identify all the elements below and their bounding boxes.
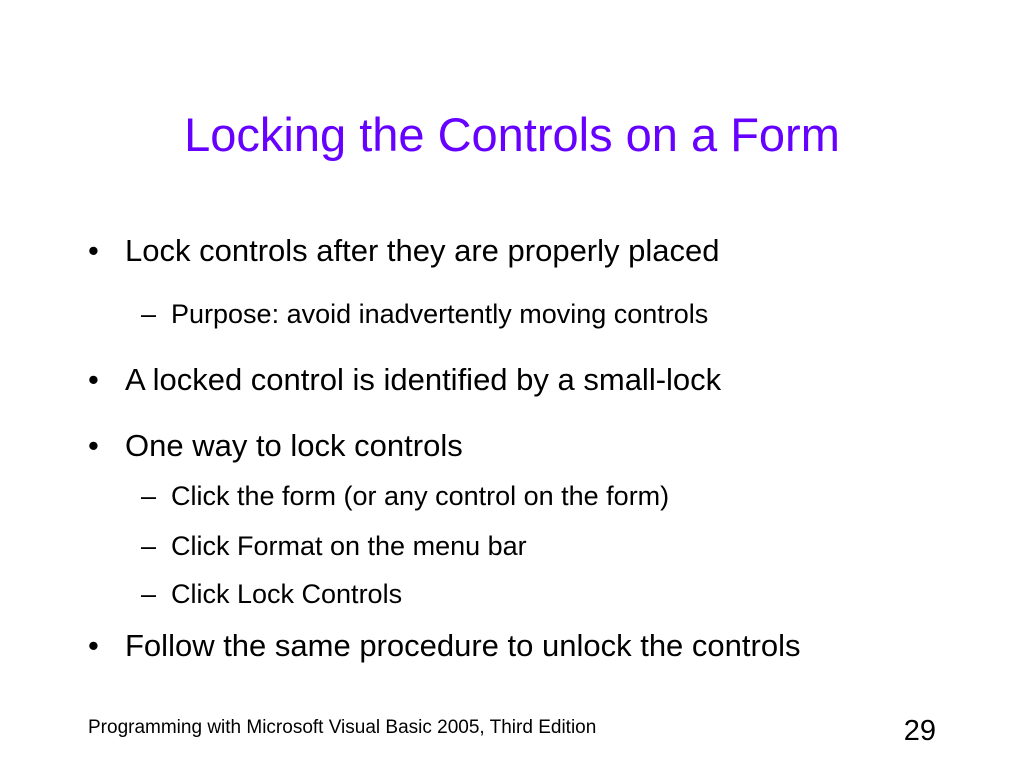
bullet-text: A locked control is identified by a small-lock bbox=[125, 362, 722, 397]
bullet-text: One way to lock controls bbox=[125, 428, 463, 463]
sub-bullet-item bbox=[141, 480, 670, 512]
sub-bullet-item bbox=[141, 578, 403, 610]
bullet-marker: • bbox=[88, 233, 99, 268]
bullet-marker: • bbox=[88, 428, 99, 463]
sub-bullet-text: Purpose: avoid inadvertently moving controls bbox=[171, 299, 709, 329]
sub-bullet-marker: – bbox=[141, 531, 157, 561]
sub-bullet-item bbox=[141, 298, 709, 330]
sub-bullet-item bbox=[141, 530, 527, 562]
bullet-item bbox=[88, 428, 463, 464]
sub-bullet-text: Click the form (or any control on the form) bbox=[171, 481, 670, 511]
bullet-marker: • bbox=[88, 628, 99, 663]
slide-footer: Programming with Microsoft Visual Basic 2005, Third Edition bbox=[88, 717, 597, 738]
bullet-text: Lock controls after they are properly placed bbox=[125, 233, 720, 268]
sub-bullet-text: Click Format on the menu bar bbox=[171, 531, 527, 561]
bullet-item bbox=[88, 233, 720, 269]
sub-bullet-marker: – bbox=[141, 579, 157, 609]
bullet-text: Follow the same procedure to unlock the controls bbox=[125, 628, 801, 663]
page-number: 29 bbox=[903, 715, 936, 747]
bullet-item bbox=[88, 362, 722, 398]
slide-title: Locking the Controls on a Form bbox=[184, 108, 840, 161]
sub-bullet-marker: – bbox=[141, 299, 157, 329]
bullet-marker: • bbox=[88, 362, 99, 397]
sub-bullet-text: Click Lock Controls bbox=[171, 579, 403, 609]
sub-bullet-marker: – bbox=[141, 481, 157, 511]
bullet-item bbox=[88, 628, 801, 664]
